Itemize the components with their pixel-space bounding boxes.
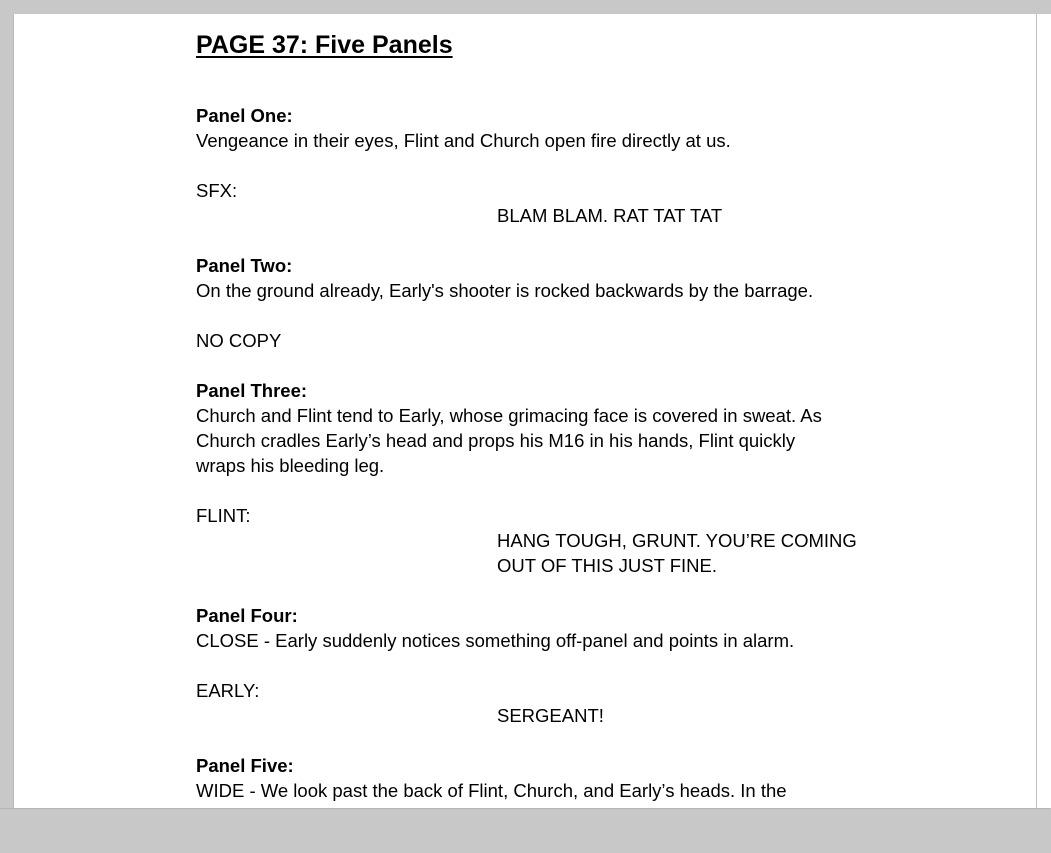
panel-description: Vengeance in their eyes, Flint and Church open fire directly at us. [196, 130, 731, 151]
no-copy-note: NO COPY [196, 330, 282, 351]
panel-four [196, 603, 916, 653]
panel-one [196, 103, 916, 153]
panel-heading: Panel Two: [196, 255, 293, 276]
dialogue-line: OUT OF THIS JUST FINE. [497, 555, 717, 576]
document-page [13, 14, 1037, 808]
page-right-margin [1036, 14, 1051, 808]
panel-description: CLOSE - Early suddenly notices something off-panel and points in alarm. [196, 630, 795, 651]
page-title: PAGE 37: Five Panels [196, 31, 453, 59]
top-border [0, 0, 1050, 13]
panel-two-note [196, 328, 916, 353]
speaker-label: EARLY: [196, 680, 260, 701]
panel-description: On the ground already, Early's shooter is rocked backwards by the barrage. [196, 280, 814, 301]
speaker-label: FLINT: [196, 505, 251, 526]
panel-description: Church cradles Early’s head and props his M16 in his hands, Flint quickly [196, 430, 796, 451]
panel-three-dialogue [196, 503, 916, 578]
panel-three [196, 378, 916, 478]
dialogue-line: SERGEANT! [497, 705, 604, 726]
bottom-border [0, 808, 1050, 827]
panel-heading: Panel Four: [196, 605, 298, 626]
panel-two [196, 253, 916, 303]
panel-one-sfx [196, 178, 916, 228]
script-content [196, 28, 916, 853]
panel-heading: Panel One: [196, 105, 293, 126]
panel-four-dialogue [196, 678, 916, 728]
panel-heading: Panel Five: [196, 755, 294, 776]
dialogue-line: HANG TOUGH, GRUNT. YOU’RE COMING [497, 530, 857, 551]
panel-description: Church and Flint tend to Early, whose grimacing face is covered in sweat. As [196, 405, 822, 426]
panel-description: wraps his bleeding leg. [196, 455, 385, 476]
panel-description: WIDE - We look past the back of Flint, Church, and Early’s heads. In the [196, 780, 787, 801]
speaker-label: SFX: [196, 180, 238, 201]
dialogue-line: BLAM BLAM. RAT TAT TAT [497, 205, 723, 226]
panel-heading: Panel Three: [196, 380, 308, 401]
